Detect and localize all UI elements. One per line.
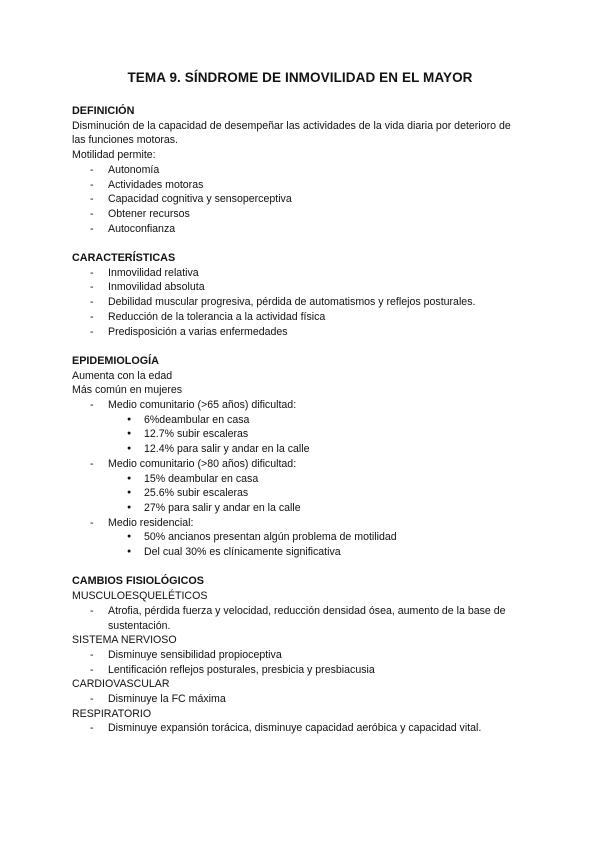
epidemiologia-line: Aumenta con la edad: [72, 369, 173, 382]
list-item: - Lentificación reflejos posturales, presbicia y presbiacusia: [72, 663, 528, 678]
document-body: [72, 104, 528, 736]
epidemiologia-list: [72, 398, 528, 560]
list-item: - Capacidad cognitiva y sensoperceptiva: [72, 192, 528, 207]
cambios-list: [72, 648, 528, 677]
cambios-list: [72, 721, 528, 736]
section-heading-epidemiologia: EPIDEMIOLOGÍA: [72, 354, 159, 367]
sub-list-item: ● 15% deambular en casa: [72, 472, 528, 487]
section-heading-caracteristicas: CARACTERÍSTICAS: [72, 252, 176, 265]
section-heading-cambios: CAMBIOS FISIOLÓGICOS: [72, 575, 204, 588]
list-item: - Autonomía: [72, 163, 528, 178]
sub-list-item: ● 12.4% para salir y andar en la calle: [72, 442, 528, 457]
sub-list-item: ● 50% ancianos presentan algún problema de motilidad: [72, 530, 528, 545]
list-item: - Disminuye la FC máxima: [72, 692, 528, 707]
list-item: - Autoconfianza: [72, 222, 528, 237]
list-item: - Inmovilidad absoluta: [72, 280, 528, 295]
list-item: - Disminuye sensibilidad propioceptiva: [72, 648, 528, 663]
group-label: - Medio residencial:: [72, 516, 528, 531]
list-item: - Predisposición a varias enfermedades: [72, 325, 528, 340]
list-item: - Obtener recursos: [72, 207, 528, 222]
cambios-list: [72, 692, 528, 707]
cambios-list: [72, 604, 528, 633]
list-item: - Inmovilidad relativa: [72, 266, 528, 281]
list-item: - Actividades motoras: [72, 178, 528, 193]
sub-list-item: ● 12.7% subir escaleras: [72, 427, 528, 442]
subsection-label: MUSCULOESQUELÉTICOS: [72, 590, 208, 603]
sub-list-item: ● 25.6% subir escaleras: [72, 486, 528, 501]
list-item: - Atrofia, pérdida fuerza y velocidad, reducción densidad ósea, aumento de la base de sustentación.: [72, 604, 528, 633]
motilidad-list: [72, 163, 528, 237]
subsection-label: SISTEMA NERVIOSO: [72, 634, 177, 647]
list-item: - Disminuye expansión torácica, disminuye capacidad aeróbica y capacidad vital.: [72, 721, 528, 736]
sub-list-item: ● 27% para salir y andar en la calle: [72, 501, 528, 516]
list-item: - Reducción de la tolerancia a la actividad física: [72, 310, 528, 325]
group-label: - Medio comunitario (>65 años) dificultad:: [72, 398, 528, 413]
sub-list-item: ● Del cual 30% es clínicamente significativa: [72, 545, 528, 560]
definition-text: Disminución de la capacidad de desempeñar las actividades de la vida diaria por deterioro de las funciones motoras.: [72, 119, 511, 147]
subsection-label: CARDIOVASCULAR: [72, 678, 170, 691]
sub-list-item: ● 6%deambular en casa: [72, 413, 528, 428]
caracteristicas-list: [72, 266, 528, 340]
section-heading-definicion: DEFINICIÓN: [72, 105, 135, 117]
subsection-label: RESPIRATORIO: [72, 707, 152, 720]
list-item: - Debilidad muscular progresiva, pérdida de automatismos y reflejos posturales.: [72, 295, 528, 310]
group-label: - Medio comunitario (>80 años) dificultad:: [72, 457, 528, 472]
page-title: TEMA 9. SÍNDROME DE INMOVILIDAD EN EL MAYOR: [127, 70, 473, 85]
motilidad-subtitle: Motilidad permite:: [72, 149, 156, 162]
epidemiologia-line: Más común en mujeres: [72, 384, 183, 397]
